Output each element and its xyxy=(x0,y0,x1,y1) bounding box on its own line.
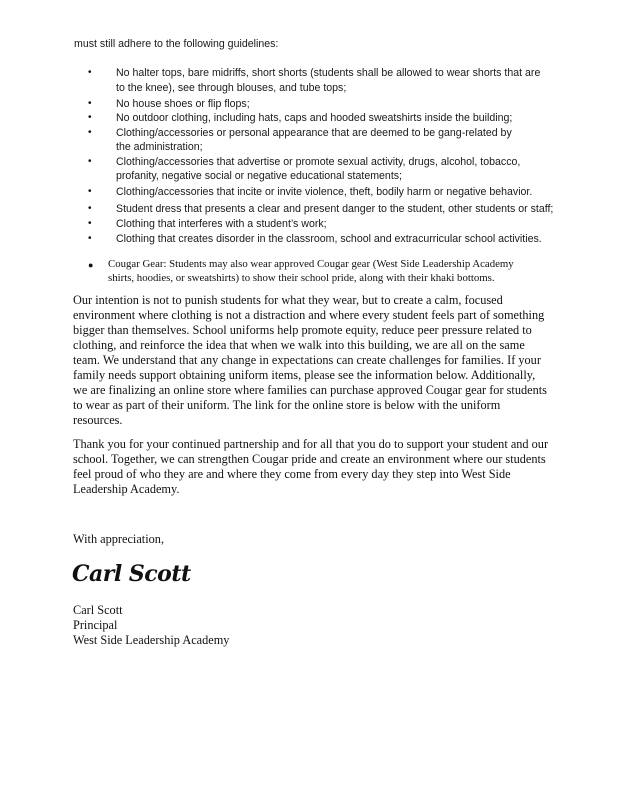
bullet-icon: • xyxy=(88,112,92,123)
bullet-icon: ● xyxy=(88,260,94,270)
guideline-item-continued: to the knee), see through blouses, and tube tops; xyxy=(116,82,347,94)
paragraph-line: resources. xyxy=(73,413,123,427)
guideline-item: Clothing that creates disorder in the classroom, school and extracurricular school activities. xyxy=(116,233,542,245)
paragraph-line: bigger than themselves. School uniforms help promote equity, reduce peer pressure related to xyxy=(73,323,532,337)
guideline-item: No outdoor clothing, including hats, caps and hooded sweatshirts inside the building; xyxy=(116,112,513,124)
paragraph-line: clothing, and reinforce the idea that when we walk into this building, we are all on the same xyxy=(73,338,525,352)
paragraph-line: Thank you for your continued partnership and for all that you do to support your student and our xyxy=(73,437,549,451)
guideline-item: No house shoes or flip flops; xyxy=(116,98,250,110)
guideline-item-continued: the administration; xyxy=(116,141,203,153)
bullet-icon: • xyxy=(88,67,92,78)
paragraph-line: family needs support obtaining uniform items, please see the information below. Additionally, xyxy=(73,368,536,382)
bullet-icon: • xyxy=(88,98,92,109)
signer-organization: West Side Leadership Academy xyxy=(73,633,230,647)
guideline-item: Clothing/accessories or personal appearance that are deemed to be gang-related by xyxy=(116,127,512,139)
bullet-icon: • xyxy=(88,186,92,197)
intro-line: must still adhere to the following guidelines: xyxy=(74,38,279,50)
paragraph-line: Our intention is not to punish students for what they wear, but to create a calm, focused xyxy=(73,293,503,307)
bullet-icon: • xyxy=(88,127,92,138)
closing-line: With appreciation, xyxy=(73,532,165,546)
cougar-gear-line: shirts, hoodies, or sweatshirts) to show their school pride, along with their khaki bottoms. xyxy=(108,272,495,284)
bullet-icon: • xyxy=(88,233,92,244)
signature: Carl Scott xyxy=(72,561,191,587)
paragraph-line: team. We understand that any change in expectations can create challenges for families. If your xyxy=(73,353,541,367)
cougar-gear-line: Cougar Gear: Students may also wear approved Cougar gear (West Side Leadership Academy xyxy=(108,258,514,270)
guideline-item-continued: profanity, negative social or negative educational statements; xyxy=(116,170,403,182)
bullet-icon: • xyxy=(88,203,92,214)
guideline-item: Clothing/accessories that incite or invite violence, theft, bodily harm or negative behavior. xyxy=(116,186,533,198)
paragraph-line: Leadership Academy. xyxy=(73,482,180,496)
paragraph-line: environment where clothing is not a distraction and where every student feels part of something xyxy=(73,308,545,322)
guideline-item: Clothing/accessories that advertise or promote sexual activity, drugs, alcohol, tobacco, xyxy=(116,156,521,168)
paragraph-line: we are finalizing an online store where families can purchase approved Cougar gear for students xyxy=(73,383,547,397)
guideline-item: Student dress that presents a clear and present danger to the student, other students or staff; xyxy=(116,203,554,215)
bullet-icon: • xyxy=(88,156,92,167)
signer-title: Principal xyxy=(73,618,118,632)
bullet-icon: • xyxy=(88,218,92,229)
paragraph-line: school. Together, we can strengthen Cougar pride and create an environment where our students xyxy=(73,452,546,466)
paragraph-line: to wear as part of their uniform. The link for the online store is below with the uniform xyxy=(73,398,501,412)
guideline-item: No halter tops, bare midriffs, short shorts (students shall be allowed to wear shorts that are xyxy=(116,67,541,79)
paragraph-line: feel proud of who they are and where they come from every day they step into West Side xyxy=(73,467,511,481)
signer-name: Carl Scott xyxy=(73,603,123,617)
guideline-item: Clothing that interferes with a student’s work; xyxy=(116,218,327,230)
